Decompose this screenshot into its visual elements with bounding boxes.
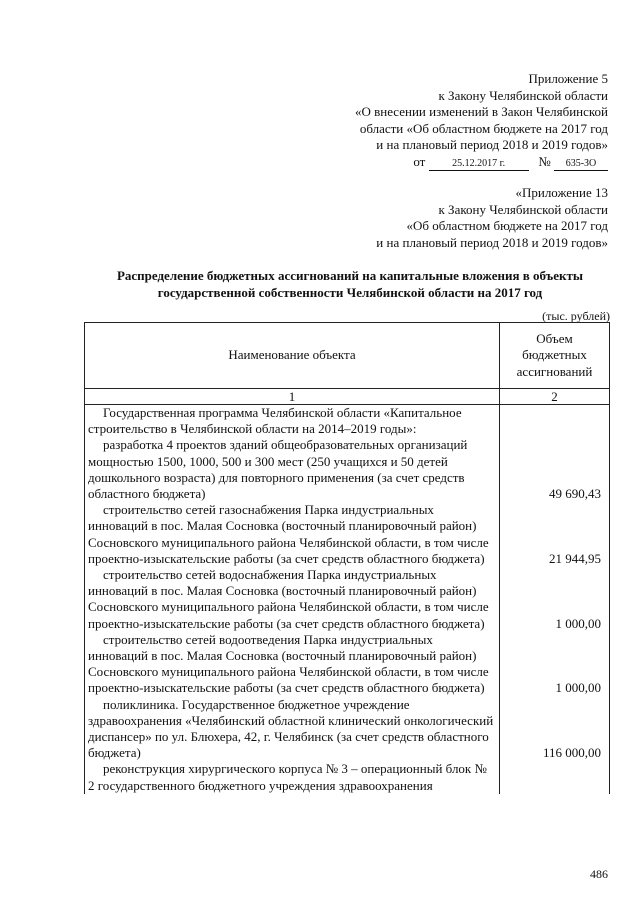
object-name: строительство сетей водоотведения Парка индустриальных инноваций в пос. Малая Сосновка (восточный планировочный район) Сосновского муниципального района Челябинской области, в том числе проектно-изыскательские работы (за счет средств областного бюджета) — [85, 632, 500, 697]
document-title — [60, 268, 640, 301]
table-row — [85, 632, 610, 697]
object-name: строительство сетей газоснабжения Парка индустриальных инноваций в пос. Малая Сосновка (восточный планировочный район) Сосновского муниципального района Челябинской области, в том числе проектно-изыскательские работы (за счет средств областного бюджета) — [85, 502, 500, 567]
page-number: 486 — [590, 867, 608, 881]
object-name: Государственная программа Челябинской области «Капитальное строительство в Челябинской области на 2014–2019 годы»: — [85, 405, 500, 438]
appendix-5-law: к Закону Челябинской области — [438, 87, 608, 103]
law-date-number — [355, 154, 608, 171]
allocation-amount: 21 944,95 — [500, 502, 610, 567]
table-index-row — [85, 389, 610, 405]
table-row — [85, 697, 610, 762]
law-date: 25.12.2017 г. — [429, 158, 529, 171]
from-label: от — [413, 153, 426, 169]
appendix-5-header — [355, 71, 608, 171]
allocation-amount: 116 000,00 — [500, 697, 610, 762]
allocation-amount — [500, 761, 610, 793]
object-name: разработка 4 проектов зданий общеобразовательных организаций мощностью 1500, 1000, 500 и 300 мест (250 учащихся и 50 детей дошкольного возраста) для повторного применения (за счет средств областного бюджета) — [85, 437, 500, 502]
table-row — [85, 437, 610, 502]
allocation-amount — [500, 405, 610, 438]
title-line-2: государственной собственности Челябинской области на 2017 год — [157, 284, 543, 300]
object-name: поликлиника. Государственное бюджетное учреждение здравоохранения «Челябинский областной клинический онкологический диспансер» по ул. Блюхера, 42, г. Челябинск (за счет средств областного бюджета) — [85, 697, 500, 762]
col-1-index: 1 — [85, 389, 500, 405]
col-2-index: 2 — [500, 389, 610, 405]
appendix-13-period: и на плановый период 2018 и 2019 годов» — [376, 234, 608, 250]
appendix-13-title: «Приложение 13 — [515, 185, 608, 200]
object-name: строительство сетей водоснабжения Парка индустриальных инноваций в пос. Малая Сосновка (восточный планировочный район) Сосновского муниципального района Челябинской области, в том числе проектно-изыскательские работы (за счет средств областного бюджета) — [85, 567, 500, 632]
object-name: реконструкция хирургического корпуса № 3 – операционный блок № 2 государственного бюджетного учреждения здравоохранения — [85, 761, 500, 793]
appendix-13-law: к Закону Челябинской области — [438, 201, 608, 217]
appendix-5-period: и на плановый период 2018 и 2019 годов» — [376, 137, 608, 152]
appendix-5-budget: области «Об областном бюджете на 2017 год — [359, 120, 608, 136]
allocation-amount: 49 690,43 — [500, 437, 610, 502]
allocation-amount: 1 000,00 — [500, 632, 610, 697]
units-label: (тыс. рублей) — [542, 309, 610, 323]
title-line-1: Распределение бюджетных ассигнований на капитальные вложения в объекты — [116, 268, 584, 283]
allocation-table — [84, 322, 610, 794]
appendix-5-amend: «О внесении изменений в Закон Челябинской — [354, 104, 608, 119]
table-row — [85, 502, 610, 567]
number-label: № — [538, 153, 551, 169]
table-row — [85, 567, 610, 632]
col-amount-header: Объем бюджетных ассигнований — [500, 323, 610, 389]
law-number: 635-ЗО — [554, 158, 608, 171]
appendix-13-budget: «Об областном бюджете на 2017 год — [406, 218, 608, 233]
appendix-5-title: Приложение 5 — [528, 71, 608, 86]
table-row — [85, 761, 610, 793]
allocation-amount: 1 000,00 — [500, 567, 610, 632]
col-name-header: Наименование объекта — [85, 323, 500, 389]
table-body — [85, 405, 610, 794]
table-row — [85, 405, 610, 438]
appendix-13-header — [376, 185, 608, 251]
table-header-row — [85, 323, 610, 389]
